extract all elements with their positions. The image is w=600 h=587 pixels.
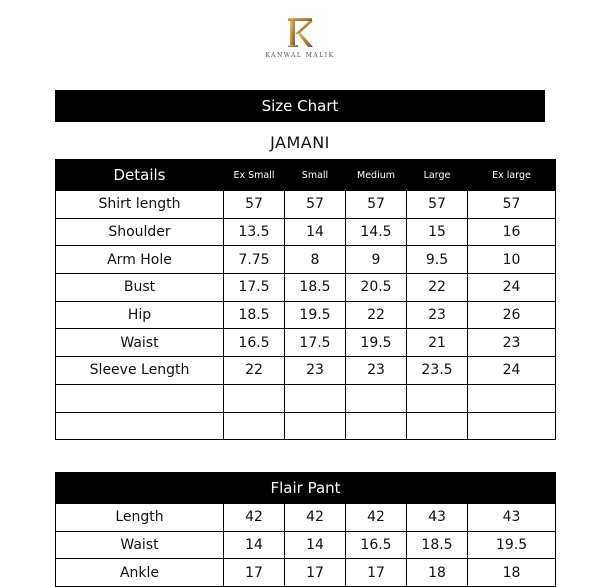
row-label: Sleeve Length — [56, 357, 224, 385]
row-label: Arm Hole — [56, 246, 224, 274]
table-row — [56, 357, 556, 385]
section-header-row — [56, 473, 556, 504]
table-header-row — [56, 160, 556, 191]
row-label: Waist — [56, 329, 224, 357]
row-label: Length — [56, 504, 224, 532]
size-value-cell: 18.5 — [224, 301, 285, 329]
size-value-cell: 17.5 — [224, 274, 285, 302]
size-value-cell: 20.5 — [346, 274, 407, 302]
size-value-cell: 17 — [346, 559, 407, 587]
size-value-cell: 16.5 — [224, 329, 285, 357]
size-value-cell: 19.5 — [285, 301, 346, 329]
k-monogram-icon — [282, 14, 318, 50]
size-value-cell: 42 — [346, 504, 407, 532]
size-value-cell — [346, 384, 407, 412]
size-value-cell — [346, 412, 407, 440]
header-details: Details — [56, 160, 224, 191]
size-value-cell: 18 — [468, 559, 556, 587]
table-row — [56, 246, 556, 274]
size-value-cell: 23 — [407, 301, 468, 329]
size-value-cell — [224, 384, 285, 412]
size-value-cell: 17 — [224, 559, 285, 587]
size-value-cell — [468, 384, 556, 412]
size-value-cell: 43 — [468, 504, 556, 532]
size-value-cell: 21 — [407, 329, 468, 357]
size-table — [55, 159, 556, 440]
size-value-cell: 22 — [346, 301, 407, 329]
size-value-cell: 23 — [285, 357, 346, 385]
size-value-cell — [224, 412, 285, 440]
header-size: Small — [285, 160, 346, 191]
size-value-cell: 23.5 — [407, 357, 468, 385]
size-value-cell: 22 — [224, 357, 285, 385]
row-label: Waist — [56, 531, 224, 559]
brand-logo — [270, 14, 330, 70]
size-value-cell: 18.5 — [285, 274, 346, 302]
row-label: Bust — [56, 274, 224, 302]
table-row — [56, 504, 556, 532]
size-value-cell: 26 — [468, 301, 556, 329]
size-value-cell: 57 — [224, 191, 285, 219]
table-row — [56, 559, 556, 587]
size-value-cell — [407, 412, 468, 440]
row-label: Shoulder — [56, 218, 224, 246]
brand-name: KANWAL MALIK — [265, 52, 335, 59]
size-value-cell: 23 — [468, 329, 556, 357]
size-value-cell: 18.5 — [407, 531, 468, 559]
size-value-cell: 14.5 — [346, 218, 407, 246]
row-label: Shirt length — [56, 191, 224, 219]
table-row — [56, 531, 556, 559]
table-row — [56, 384, 556, 412]
size-value-cell — [407, 384, 468, 412]
size-value-cell: 42 — [224, 504, 285, 532]
pant-section-title: Flair Pant — [56, 473, 556, 504]
size-value-cell — [468, 412, 556, 440]
size-value-cell: 23 — [346, 357, 407, 385]
size-value-cell: 57 — [285, 191, 346, 219]
size-value-cell: 14 — [285, 218, 346, 246]
header-size: Ex large — [468, 160, 556, 191]
size-value-cell: 24 — [468, 357, 556, 385]
size-value-cell: 22 — [407, 274, 468, 302]
size-value-cell — [285, 384, 346, 412]
table-row — [56, 412, 556, 440]
size-value-cell: 15 — [407, 218, 468, 246]
size-value-cell: 14 — [285, 531, 346, 559]
product-name: JAMANI — [270, 133, 330, 152]
size-value-cell: 24 — [468, 274, 556, 302]
size-value-cell: 13.5 — [224, 218, 285, 246]
size-value-cell: 9 — [346, 246, 407, 274]
table-row — [56, 301, 556, 329]
size-value-cell: 42 — [285, 504, 346, 532]
size-value-cell — [285, 412, 346, 440]
size-value-cell: 57 — [468, 191, 556, 219]
size-value-cell: 9.5 — [407, 246, 468, 274]
header-size: Medium — [346, 160, 407, 191]
size-value-cell: 10 — [468, 246, 556, 274]
size-value-cell: 16 — [468, 218, 556, 246]
size-value-cell: 57 — [346, 191, 407, 219]
header-size: Large — [407, 160, 468, 191]
size-value-cell: 43 — [407, 504, 468, 532]
header-size: Ex Small — [224, 160, 285, 191]
size-value-cell: 14 — [224, 531, 285, 559]
size-value-cell: 17 — [285, 559, 346, 587]
row-label: Ankle — [56, 559, 224, 587]
table-row — [56, 191, 556, 219]
row-label: Hip — [56, 301, 224, 329]
row-label — [56, 412, 224, 440]
size-value-cell: 19.5 — [346, 329, 407, 357]
size-value-cell: 19.5 — [468, 531, 556, 559]
size-value-cell: 7.75 — [224, 246, 285, 274]
size-value-cell: 17.5 — [285, 329, 346, 357]
row-label — [56, 384, 224, 412]
size-value-cell: 18 — [407, 559, 468, 587]
table-row — [56, 329, 556, 357]
size-chart-title: Size Chart — [55, 90, 545, 122]
size-value-cell: 8 — [285, 246, 346, 274]
size-value-cell: 16.5 — [346, 531, 407, 559]
size-value-cell: 57 — [407, 191, 468, 219]
table-row — [56, 274, 556, 302]
table-row — [56, 218, 556, 246]
